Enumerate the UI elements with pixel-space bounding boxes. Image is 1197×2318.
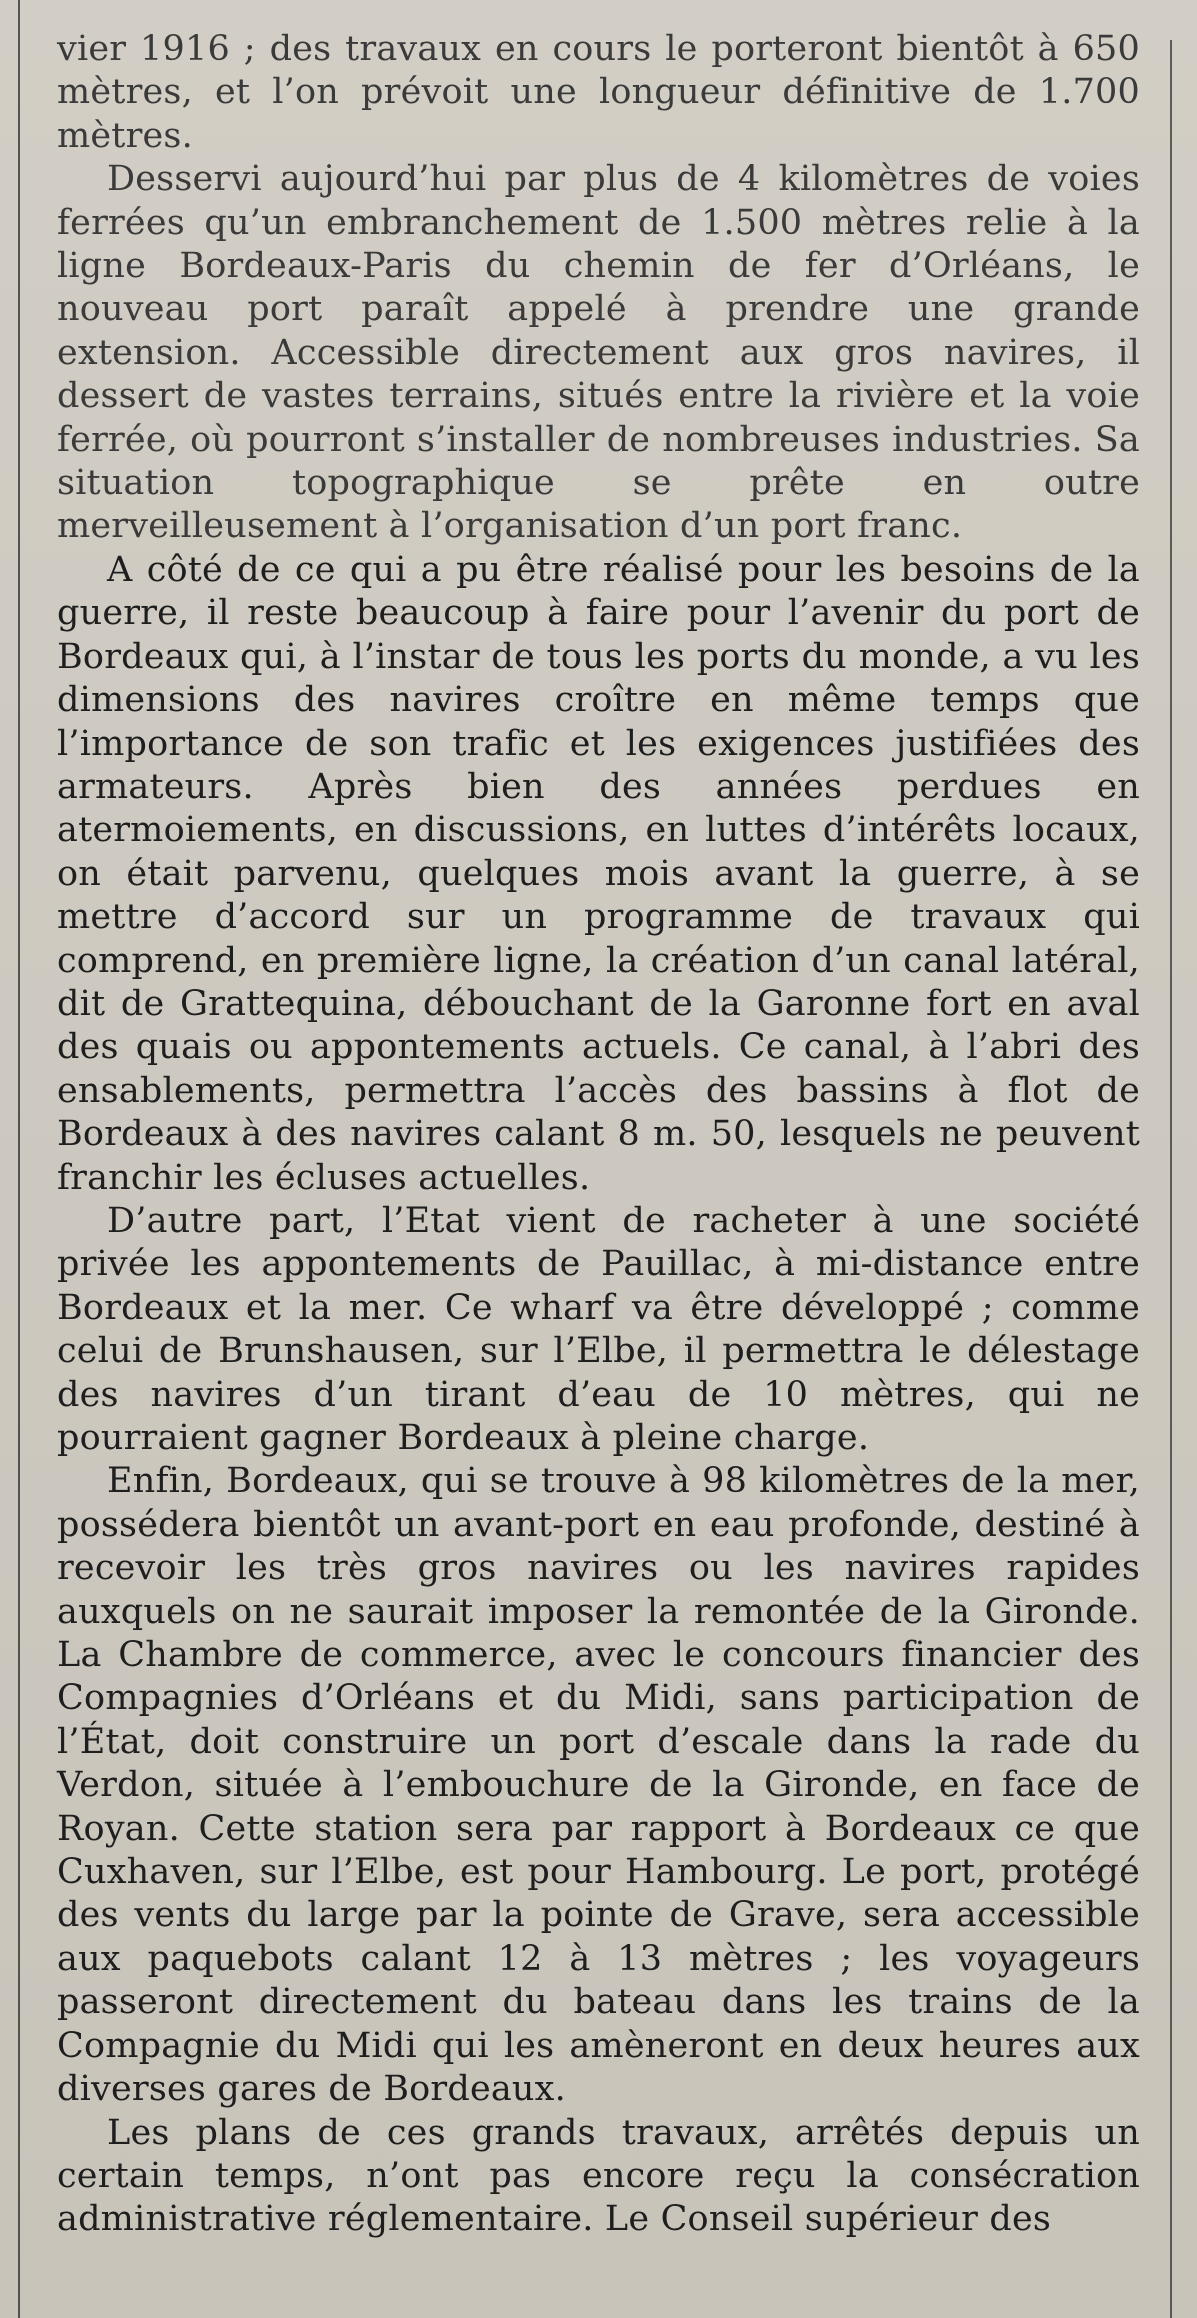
right-column-rule [1170, 40, 1172, 2318]
paragraph-continued-pier-length: vier 1916 ; des travaux en cours le porteront bientôt à 650 mètres, et l’on prévoit une longueur définitive de 1.700 mètres. [57, 29, 1140, 156]
paragraph-pauillac-wharf: D’autre part, l’Etat vient de racheter à une société privée les appontements de Pauillac, à mi-distance entre Bordeaux et la mer. Ce wharf va être développé ; comme celui de Brunshausen, sur l’Elbe, il permettra le délestage des navires d’un tirant d’eau de 10 mètres, qui ne pourraient gagner Bordeaux à pleine charge. [57, 1200, 1140, 1458]
article-text-column [57, 28, 1140, 2242]
left-column-rule [18, 0, 20, 2318]
paragraph-verdon-outport: Enfin, Bordeaux, qui se trouve à 98 kilomètres de la mer, possédera bientôt un avant-port en eau profonde, destiné à recevoir les très gros navires ou les navires rapides auxquels on ne saurait imposer la remontée de la Gironde. La Chambre de commerce, avec le concours financier des Compagnies d’Orléans et du Midi, sans participation de l’État, doit construire un port d’escale dans la rade du Verdon, située à l’embouchure de la Gironde, en face de Royan. Cette station sera par rapport à Bordeaux ce que Cuxhaven, sur l’Elbe, est pour Hambourg. Le port, protégé des vents du large par la pointe de Grave, sera accessible aux paquebots calant 12 à 13 mètres ; les voyageurs passeront directement du bateau dans les trains de la Compagnie du Midi qui les amèneront en deux heures aux diverses gares de Bordeaux. [57, 1461, 1140, 2110]
paragraph-new-port-rail-access: Desservi aujourd’hui par plus de 4 kilomètres de voies ferrées qu’un embranchement de 1.500 mètres relie à la ligne Bordeaux-Paris du chemin de fer d’Orléans, le nouveau port paraît appelé à prendre une grande extension. Accessible directement aux gros navires, il dessert de vastes terrains, situés entre la rivière et la voie ferrée, où pourront s’installer de nombreuses industries. Sa situation topographique se prête en outre merveilleusement à l’organisation d’un port franc. [57, 159, 1140, 547]
paragraph-bordeaux-port-program: A côté de ce qui a pu être réalisé pour les besoins de la guerre, il reste beaucoup à faire pour l’avenir du port de Bordeaux qui, à l’instar de tous les ports du monde, a vu les dimensions des navires croître en même temps que l’importance de son trafic et les exigences justifiées des armateurs. Après bien des années perdues en atermoiements, en discussions, en luttes d’intérêts locaux, on était parvenu, quelques mois avant la guerre, à se mettre d’accord sur un programme de travaux qui comprend, en première ligne, la création d’un canal latéral, dit de Grattequina, débouchant de la Garonne fort en aval des quais ou appontements actuels. Ce canal, à l’abri des ensablements, permettra l’accès des bassins à flot de Bordeaux à des navires calant 8 m. 50, lesquels ne peuvent franchir les écluses actuelles. [57, 549, 1140, 1198]
paragraph-plans-approval: Les plans de ces grands travaux, arrêtés depuis un certain temps, n’ont pas encore reçu la consécration administrative réglementaire. Le Conseil supérieur des [57, 2112, 1140, 2240]
